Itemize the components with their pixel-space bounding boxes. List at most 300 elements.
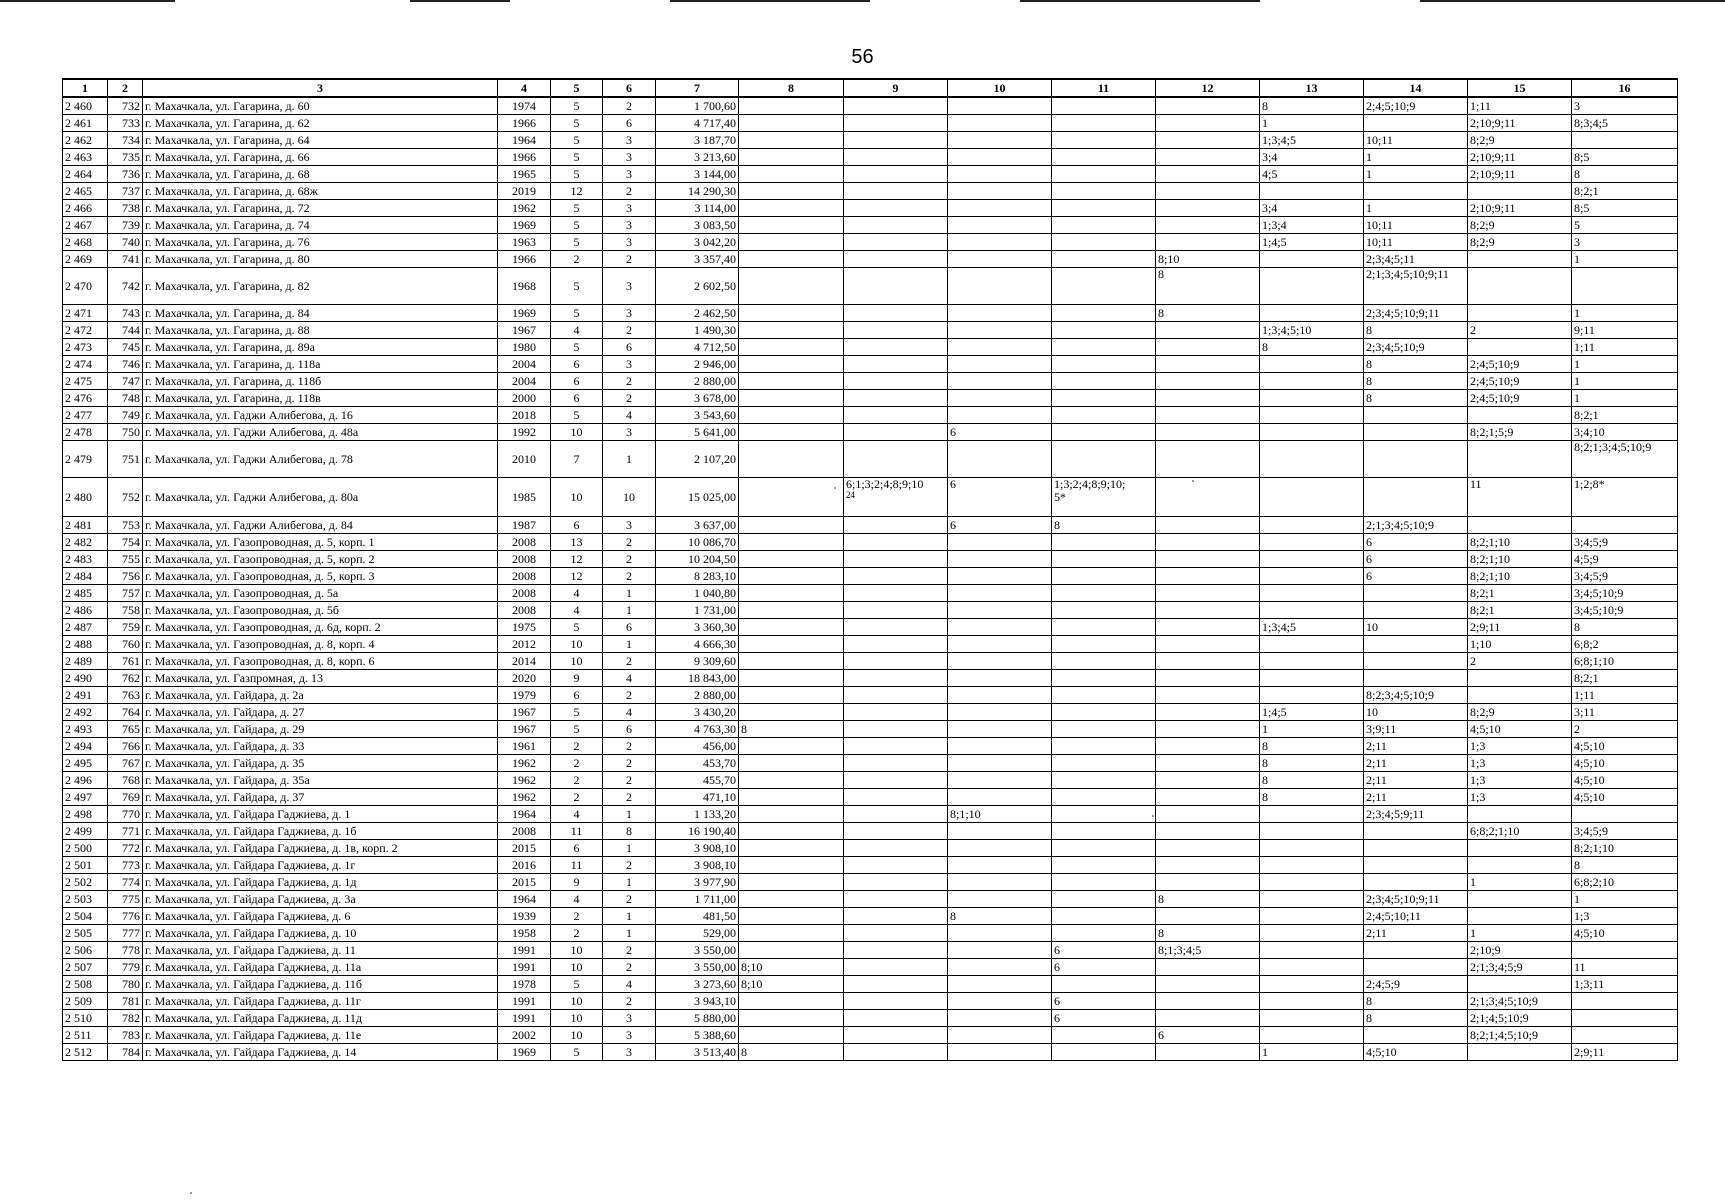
- cell-col-16: [1572, 959, 1678, 976]
- cell-text: 3 360,30: [694, 620, 736, 634]
- cell-col-8: [739, 789, 844, 806]
- cell-col-15: [1468, 132, 1572, 149]
- cell-text: 3;11: [1574, 705, 1595, 719]
- cell-col-13: [1260, 115, 1364, 132]
- cell-col-1: [63, 551, 108, 568]
- cell-text: 1: [1574, 391, 1580, 405]
- table-row: [63, 200, 1678, 217]
- cell-col-16: [1572, 993, 1678, 1010]
- cell-text: 2 475: [65, 374, 92, 388]
- cell-col-5: [551, 551, 603, 568]
- cell-text: 2 468: [65, 235, 92, 249]
- cell-text: 1: [1574, 306, 1580, 320]
- cell-col-10: [948, 602, 1052, 619]
- cell-col-14: [1364, 132, 1468, 149]
- cell-col-1: [63, 97, 108, 115]
- cell-col-7: [656, 1027, 739, 1044]
- cell-text: 736: [122, 167, 140, 181]
- cell-col-1: [63, 183, 108, 200]
- cell-col-2: [108, 721, 143, 738]
- cell-col-7: [656, 217, 739, 234]
- cell-text: 2: [573, 773, 580, 787]
- cell-col-14: [1364, 166, 1468, 183]
- cell-col-7: [656, 183, 739, 200]
- cell-col-10: [948, 908, 1052, 925]
- cell-col-6: [603, 441, 656, 478]
- cell-col-5: [551, 857, 603, 874]
- cell-text: 2;4;5;9: [1366, 977, 1401, 991]
- cell-col-6: [603, 806, 656, 823]
- cell-col-13: [1260, 339, 1364, 356]
- table-row: [63, 840, 1678, 857]
- cell-col-12: [1156, 166, 1260, 183]
- cell-text: 754: [122, 535, 140, 549]
- cell-text: 752: [122, 490, 140, 504]
- cell-text: 10: [570, 943, 583, 957]
- cell-text: 3 144,00: [694, 167, 736, 181]
- cell-col-14: [1364, 585, 1468, 602]
- cell-col-6: [603, 305, 656, 322]
- cell-text: 3 977,90: [694, 875, 736, 889]
- cell-text: 2 466: [65, 201, 92, 215]
- cell-text: 9 309,60: [694, 654, 736, 668]
- cell-col-5: [551, 670, 603, 687]
- cell-col-5: [551, 585, 603, 602]
- cell-text: 2008: [512, 586, 536, 600]
- cell-col-1: [63, 1010, 108, 1027]
- cell-col-8: [739, 149, 844, 166]
- cell-text: 15 025,00: [688, 490, 736, 504]
- cell-col-12: [1156, 441, 1260, 478]
- cell-text: 759: [122, 620, 140, 634]
- cell-text: 2: [1470, 654, 1476, 668]
- cell-col-10: [948, 97, 1052, 115]
- cell-col-6: [603, 891, 656, 908]
- cell-col-3: [143, 373, 498, 390]
- cell-text: 2 501: [65, 858, 92, 872]
- cell-col-5: [551, 908, 603, 925]
- cell-text: 4: [626, 671, 632, 685]
- cell-col-4: [498, 234, 551, 251]
- cell-text: г. Махачкала, ул. Гайдара Гаджиева, д. 11д: [145, 1011, 362, 1025]
- cell-text: 3: [626, 150, 632, 164]
- cell-col-8: [739, 373, 844, 390]
- cell-col-12: [1156, 517, 1260, 534]
- cell-col-10: [948, 200, 1052, 217]
- cell-col-13: [1260, 441, 1364, 478]
- cell-col-16: [1572, 200, 1678, 217]
- cell-text: 2: [626, 858, 632, 872]
- cell-col-11: [1052, 874, 1156, 891]
- cell-text: 3;4;5;9: [1574, 535, 1609, 549]
- cell-col-3: [143, 97, 498, 115]
- cell-text: 5: [573, 279, 580, 293]
- cell-col-13: [1260, 251, 1364, 268]
- cell-col-8: [739, 356, 844, 373]
- cell-col-3: [143, 721, 498, 738]
- cell-col-1: [63, 789, 108, 806]
- cell-text: 6: [1366, 569, 1372, 583]
- cell-col-10: [948, 1044, 1052, 1061]
- cell-col-8: [739, 390, 844, 407]
- cell-col-16: [1572, 322, 1678, 339]
- cell-col-15: [1468, 97, 1572, 115]
- table-row: [63, 619, 1678, 636]
- cell-text: 2008: [512, 569, 536, 583]
- cell-col-9: [844, 721, 948, 738]
- cell-text: 8;2;1;4;5;10;9: [1470, 1028, 1539, 1042]
- cell-text: 1: [1574, 252, 1580, 266]
- cell-col-4: [498, 268, 551, 305]
- table-row: [63, 636, 1678, 653]
- cell-col-7: [656, 976, 739, 993]
- cell-text: 1974: [512, 99, 536, 113]
- cell-col-1: [63, 585, 108, 602]
- cell-text: 1;4;5: [1262, 235, 1287, 249]
- table-row: [63, 1044, 1678, 1061]
- cell-col-3: [143, 149, 498, 166]
- cell-col-1: [63, 424, 108, 441]
- cell-text: г. Махачкала, ул. Гайдара Гаджиева, д. 11г: [145, 994, 361, 1008]
- cell-col-5: [551, 874, 603, 891]
- cell-text: 2: [626, 552, 632, 566]
- cell-text: 2004: [512, 357, 536, 371]
- cell-col-13: [1260, 132, 1364, 149]
- cell-col-11: [1052, 908, 1156, 925]
- cell-col-11: [1052, 1027, 1156, 1044]
- cell-text: 8;10: [1158, 252, 1180, 266]
- cell-col-9: [844, 636, 948, 653]
- cell-col-10: [948, 251, 1052, 268]
- cell-col-14: [1364, 1027, 1468, 1044]
- cell-col-15: [1468, 149, 1572, 166]
- cell-text: 8;2;3;4;5;10;9: [1366, 688, 1435, 702]
- cell-col-6: [603, 976, 656, 993]
- cell-text: 770: [122, 807, 140, 821]
- cell-col-9: [844, 908, 948, 925]
- cell-text: 8: [1158, 892, 1164, 906]
- cell-col-5: [551, 441, 603, 478]
- cell-text: 2: [573, 756, 580, 770]
- cell-col-11: [1052, 132, 1156, 149]
- cell-col-16: [1572, 478, 1678, 517]
- cell-col-5: [551, 840, 603, 857]
- table-body: [63, 97, 1678, 1061]
- cell-col-15: [1468, 942, 1572, 959]
- cell-subscript: 24: [846, 489, 855, 500]
- cell-col-4: [498, 976, 551, 993]
- cell-col-12: [1156, 478, 1260, 517]
- cell-col-14: [1364, 993, 1468, 1010]
- cell-text: 3: [1574, 99, 1580, 113]
- cell-col-6: [603, 200, 656, 217]
- cell-text: 3: [626, 201, 632, 215]
- cell-text: 8;3;4;5: [1574, 116, 1609, 130]
- cell-col-16: [1572, 704, 1678, 721]
- cell-col-2: [108, 251, 143, 268]
- cell-col-5: [551, 806, 603, 823]
- cell-text: 8: [1366, 994, 1372, 1008]
- cell-col-5: [551, 356, 603, 373]
- cell-text: 2 504: [65, 909, 92, 923]
- cell-col-16: [1572, 268, 1678, 305]
- cell-col-3: [143, 1027, 498, 1044]
- cell-col-7: [656, 789, 739, 806]
- cell-text: г. Махачкала, ул. Гайдара, д. 33: [145, 739, 305, 753]
- cell-col-11: [1052, 721, 1156, 738]
- cell-col-13: [1260, 585, 1364, 602]
- cell-col-1: [63, 356, 108, 373]
- cell-col-6: [603, 721, 656, 738]
- cell-col-7: [656, 721, 739, 738]
- table-row: [63, 755, 1678, 772]
- cell-col-4: [498, 789, 551, 806]
- table-row: [63, 517, 1678, 534]
- cell-text: 2: [573, 926, 580, 940]
- table-row: [63, 441, 1678, 478]
- cell-text: 751: [122, 452, 140, 466]
- cell-col-4: [498, 407, 551, 424]
- cell-col-15: [1468, 1010, 1572, 1027]
- column-header-1: 1: [63, 79, 108, 97]
- cell-col-2: [108, 993, 143, 1010]
- cell-col-14: [1364, 200, 1468, 217]
- cell-col-13: [1260, 478, 1364, 517]
- cell-text: 8;2;1;10: [1470, 569, 1511, 583]
- cell-col-12: [1156, 424, 1260, 441]
- cell-text: 2: [626, 892, 632, 906]
- cell-col-14: [1364, 97, 1468, 115]
- cell-text: 1;3;2;4;8;9;10;: [1054, 477, 1126, 491]
- cell-text: г. Махачкала, ул. Гагарина, д. 64: [145, 133, 310, 147]
- cell-text: 2;10;9;11: [1470, 167, 1516, 181]
- cell-text: 3 678,00: [694, 391, 736, 405]
- cell-col-12: [1156, 356, 1260, 373]
- cell-col-13: [1260, 772, 1364, 789]
- cell-text: 4: [626, 705, 632, 719]
- cell-col-1: [63, 891, 108, 908]
- cell-col-3: [143, 568, 498, 585]
- cell-col-12: [1156, 234, 1260, 251]
- cell-col-1: [63, 115, 108, 132]
- cell-col-10: [948, 149, 1052, 166]
- cell-text: 2 476: [65, 391, 92, 405]
- cell-col-1: [63, 132, 108, 149]
- cell-text: 2: [573, 739, 580, 753]
- table-row: [63, 908, 1678, 925]
- cell-col-5: [551, 942, 603, 959]
- cell-col-4: [498, 166, 551, 183]
- cell-text: 2;11: [1366, 739, 1387, 753]
- cell-col-10: [948, 857, 1052, 874]
- cell-col-11: [1052, 534, 1156, 551]
- cell-col-13: [1260, 636, 1364, 653]
- cell-col-13: [1260, 976, 1364, 993]
- cell-col-11: [1052, 183, 1156, 200]
- cell-col-14: [1364, 424, 1468, 441]
- cell-text: г. Махачкала, ул. Гайдара Гаджиева, д. 10: [145, 926, 357, 940]
- cell-text: 8: [1366, 1011, 1372, 1025]
- cell-col-16: [1572, 925, 1678, 942]
- cell-col-8: [739, 268, 844, 305]
- cell-col-7: [656, 339, 739, 356]
- cell-text: 2 508: [65, 977, 92, 991]
- cell-col-8: [739, 806, 844, 823]
- cell-text: 2;1;3;4;5;10;9: [1470, 994, 1539, 1008]
- cell-text: 8: [1366, 391, 1372, 405]
- cell-col-11: [1052, 200, 1156, 217]
- cell-col-4: [498, 857, 551, 874]
- cell-col-1: [63, 738, 108, 755]
- cell-col-8: [739, 339, 844, 356]
- cell-col-6: [603, 268, 656, 305]
- cell-col-1: [63, 441, 108, 478]
- cell-col-13: [1260, 517, 1364, 534]
- cell-text: 1 731,00: [694, 603, 736, 617]
- cell-text: 1: [626, 637, 632, 651]
- cell-col-11: [1052, 551, 1156, 568]
- cell-col-9: [844, 339, 948, 356]
- cell-text: 1 711,00: [694, 892, 736, 906]
- cell-col-2: [108, 653, 143, 670]
- cell-col-14: [1364, 891, 1468, 908]
- cell-col-10: [948, 619, 1052, 636]
- cell-col-12: [1156, 755, 1260, 772]
- cell-col-8: [739, 534, 844, 551]
- cell-col-12: [1156, 653, 1260, 670]
- cell-col-16: [1572, 619, 1678, 636]
- cell-col-16: [1572, 441, 1678, 478]
- cell-col-9: [844, 653, 948, 670]
- cell-col-13: [1260, 619, 1364, 636]
- cell-col-14: [1364, 721, 1468, 738]
- cell-col-3: [143, 424, 498, 441]
- cell-text: 2 462: [65, 133, 92, 147]
- cell-text: 8: [1158, 926, 1164, 940]
- cell-text: 3: [626, 357, 632, 371]
- cell-text: г. Махачкала, ул. Гайдара, д. 29: [145, 722, 305, 736]
- cell-col-16: [1572, 305, 1678, 322]
- cell-text: 4;5;10: [1574, 790, 1605, 804]
- cell-text: 2;3;4;5;10;9: [1366, 340, 1425, 354]
- cell-text: 6;1;3;2;4;8;9;10: [846, 477, 924, 491]
- cell-text: 2;9;11: [1470, 620, 1501, 634]
- cell-text: 2 478: [65, 425, 92, 439]
- cell-text: 6: [950, 518, 956, 532]
- cell-text: г. Махачкала, ул. Гайдара, д. 35: [145, 756, 305, 770]
- cell-col-15: [1468, 806, 1572, 823]
- cell-col-2: [108, 959, 143, 976]
- cell-col-12: [1156, 959, 1260, 976]
- cell-text: 739: [122, 218, 140, 232]
- cell-text: 1;2;8*: [1574, 477, 1605, 491]
- cell-text: 2 481: [65, 518, 92, 532]
- cell-col-10: [948, 772, 1052, 789]
- cell-col-13: [1260, 840, 1364, 857]
- cell-col-13: [1260, 268, 1364, 305]
- cell-col-5: [551, 305, 603, 322]
- cell-col-6: [603, 1044, 656, 1061]
- cell-col-16: [1572, 738, 1678, 755]
- cell-text: 782: [122, 1011, 140, 1025]
- cell-text: 8;2;9: [1470, 705, 1495, 719]
- column-header-13: 13: [1260, 79, 1364, 97]
- cell-text: 1991: [512, 994, 536, 1008]
- cell-col-16: [1572, 840, 1678, 857]
- cell-col-8: [739, 551, 844, 568]
- cell-text: 5: [573, 977, 580, 991]
- cell-col-1: [63, 217, 108, 234]
- cell-col-14: [1364, 551, 1468, 568]
- cell-text: 12: [570, 569, 583, 583]
- cell-text: 763: [122, 688, 140, 702]
- cell-text: 2008: [512, 603, 536, 617]
- cell-col-7: [656, 478, 739, 517]
- cell-text: 5: [573, 235, 580, 249]
- cell-col-10: [948, 1010, 1052, 1027]
- cell-text: 4;5;10: [1574, 773, 1605, 787]
- cell-col-6: [603, 534, 656, 551]
- cell-col-9: [844, 441, 948, 478]
- cell-text: 3: [626, 235, 632, 249]
- cell-text: 1;3: [1470, 756, 1486, 770]
- cell-col-8: [739, 1010, 844, 1027]
- cell-col-5: [551, 183, 603, 200]
- cell-col-12: [1156, 551, 1260, 568]
- cell-col-2: [108, 925, 143, 942]
- cell-text: 2 505: [65, 926, 92, 940]
- cell-col-10: [948, 305, 1052, 322]
- cell-text: 10: [570, 1028, 583, 1042]
- cell-col-7: [656, 534, 739, 551]
- cell-col-16: [1572, 517, 1678, 534]
- cell-col-7: [656, 993, 739, 1010]
- cell-text: 1961: [512, 739, 536, 753]
- cell-text: 749: [122, 408, 140, 422]
- cell-col-15: [1468, 789, 1572, 806]
- cell-col-3: [143, 115, 498, 132]
- cell-text: 1966: [512, 252, 536, 266]
- cell-text: г. Махачкала, ул. Гайдара Гаджиева, д. 1: [145, 807, 351, 821]
- cell-text: г. Махачкала, ул. Гаджи Алибегова, д. 80а: [145, 490, 359, 504]
- cell-col-13: [1260, 942, 1364, 959]
- cell-col-6: [603, 424, 656, 441]
- cell-col-3: [143, 200, 498, 217]
- cell-text: 2: [626, 790, 632, 804]
- cell-col-15: [1468, 687, 1572, 704]
- cell-col-10: [948, 806, 1052, 823]
- cell-text: г. Махачкала, ул. Гагарина, д. 84: [145, 306, 310, 320]
- cell-col-16: [1572, 356, 1678, 373]
- cell-col-1: [63, 755, 108, 772]
- cell-col-14: [1364, 407, 1468, 424]
- cell-col-6: [603, 390, 656, 407]
- cell-col-6: [603, 251, 656, 268]
- cell-col-15: [1468, 183, 1572, 200]
- cell-col-6: [603, 619, 656, 636]
- cell-text: 481,50: [703, 909, 736, 923]
- cell-col-11: [1052, 517, 1156, 534]
- cell-text: 2: [626, 323, 632, 337]
- cell-col-13: [1260, 322, 1364, 339]
- cell-col-9: [844, 755, 948, 772]
- cell-text: 1: [1262, 116, 1268, 130]
- cell-col-9: [844, 217, 948, 234]
- cell-col-3: [143, 908, 498, 925]
- cell-text: 2 492: [65, 705, 92, 719]
- cell-col-8: [739, 517, 844, 534]
- cell-col-9: [844, 356, 948, 373]
